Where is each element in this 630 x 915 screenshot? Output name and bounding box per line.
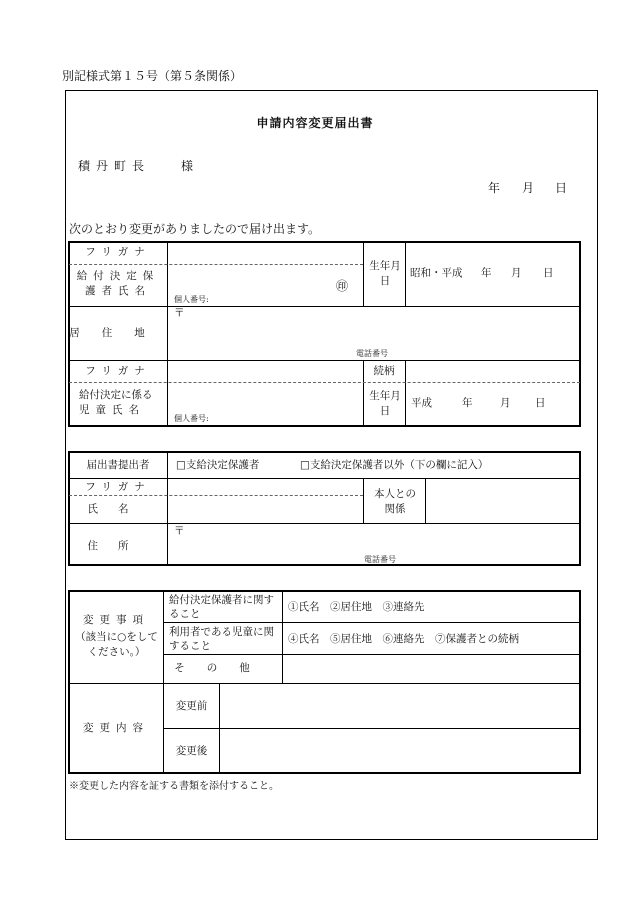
before-label: 変更前	[175, 700, 208, 712]
postal-mark: 〒	[174, 307, 185, 319]
change-items-instruction: （該当に○をしてください。）	[75, 631, 158, 658]
guardian-related-options[interactable]: ①氏名 ②居住地 ③連絡先	[288, 601, 425, 613]
footnote: ※変更した内容を証する書類を添付すること。	[69, 781, 279, 792]
address-label: 居住地	[69, 327, 167, 339]
child-birth-month: 月	[500, 397, 511, 409]
child-name-label-1: 給付決定に係る	[79, 389, 153, 401]
date-day: 日	[555, 181, 568, 195]
submitter-postal-mark: 〒	[174, 525, 185, 537]
furigana-label: フリガナ	[85, 246, 151, 258]
relation-label: 続柄	[373, 365, 395, 377]
date-year: 年	[488, 181, 501, 195]
birth-year: 年	[481, 267, 492, 279]
addressee: 積丹町長	[78, 159, 151, 173]
submitter-address-label: 住所	[87, 540, 149, 552]
submitter-option-guardian[interactable]: □支給決定保護者	[176, 459, 260, 471]
change-content-label: 変更内容	[83, 722, 149, 734]
form-number: 別記様式第１５号（第５条関係）	[62, 69, 243, 83]
child-personal-number-label: 個人番号:	[174, 414, 209, 423]
child-name-label-2: 児童氏名	[79, 404, 145, 416]
birth-month: 月	[511, 267, 522, 279]
submitter-furigana-label: フリガナ	[85, 481, 151, 493]
addressee-honorific: 様	[181, 159, 194, 173]
submitter-phone-label: 電話番号	[364, 555, 396, 564]
form-title: 申請内容変更届出書	[256, 116, 374, 130]
other-label: その他	[174, 662, 272, 674]
submitter-option-other[interactable]: □支給決定保護者以外（下の欄に記入）	[300, 459, 489, 471]
date-month: 月	[522, 181, 535, 195]
personal-number-label: 個人番号:	[174, 295, 209, 304]
submitter-name-label: 氏名	[87, 503, 149, 515]
change-items-label: 変更事項	[83, 614, 149, 626]
child-birth-year: 年	[462, 397, 473, 409]
child-birth-era: 平成	[411, 397, 432, 409]
child-birthdate-label: 生年月日	[369, 390, 401, 417]
seal-mark: ㊞	[336, 279, 349, 293]
birth-era: 昭和・平成	[410, 267, 463, 279]
submitter-label: 届出書提出者	[86, 459, 150, 471]
birthdate-label: 生年月日	[369, 260, 401, 287]
phone-label: 電話番号	[356, 349, 388, 358]
child-birth-day: 日	[535, 397, 546, 409]
after-label: 変更後	[175, 745, 208, 757]
birth-day: 日	[543, 267, 554, 279]
child-related-options[interactable]: ④氏名 ⑤居住地 ⑥連絡先 ⑦保護者との続柄	[288, 633, 519, 645]
guardian-related-label: 給付決定保護者に関すること	[169, 594, 274, 620]
child-related-label: 利用者である児童に関すること	[169, 626, 274, 652]
submitter-relation-label: 本人との関係	[374, 488, 416, 515]
guardian-name-label: 給付決定保護者氏名	[76, 270, 160, 297]
child-furigana-label: フリガナ	[85, 365, 151, 377]
intro-text: 次のとおり変更がありましたので届け出ます。	[69, 222, 321, 236]
